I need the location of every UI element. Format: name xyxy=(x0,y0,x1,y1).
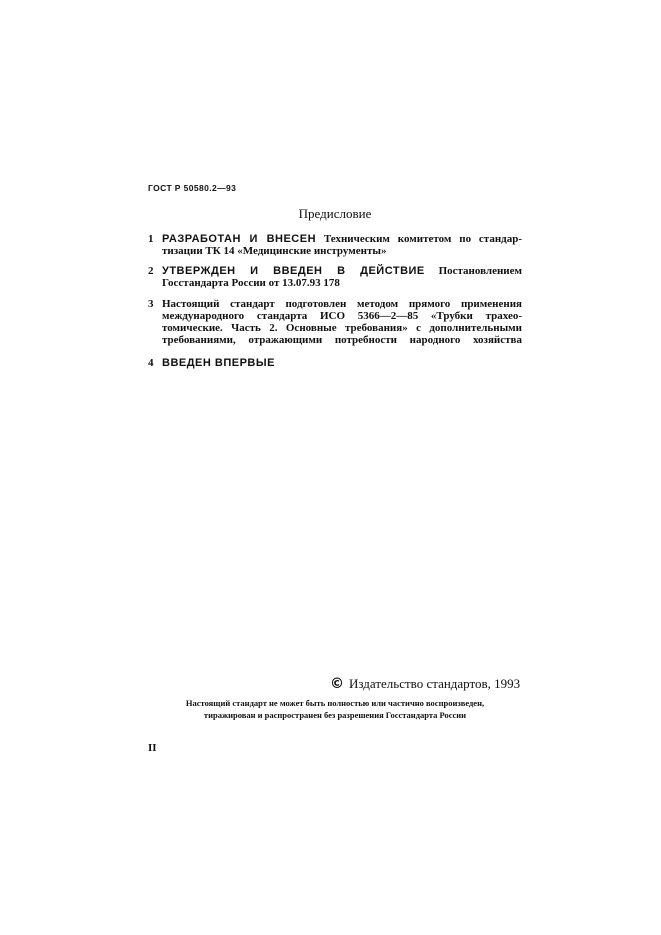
copyright-icon: © xyxy=(330,676,344,692)
copyright-text: Издательство стандартов, 1993 xyxy=(349,676,521,691)
item-number: 3 xyxy=(148,298,154,310)
item-text: Техническим комитетом по стандар- xyxy=(323,233,523,245)
preface-item-4 xyxy=(148,357,522,369)
preface-item-1 xyxy=(148,233,522,257)
item-number: 2 xyxy=(148,265,154,277)
preface-item-3 xyxy=(148,298,522,346)
item-number: 4 xyxy=(148,357,154,369)
item-text: Постановлением xyxy=(438,265,523,277)
item-text: томические. Часть 2. Основные требования» с дополнительными xyxy=(162,322,522,334)
item-text: требованиями, отражающими потребности народного хозяйства xyxy=(162,334,522,346)
copyright-line xyxy=(330,676,520,692)
preface-item-2 xyxy=(148,265,522,289)
page-number: II xyxy=(148,742,157,754)
item-number: 1 xyxy=(148,233,154,245)
item-text: Госстандарта России от 13.07.93 178 xyxy=(162,277,340,289)
item-text: Настоящий стандарт подготовлен методом прямого применения xyxy=(162,298,522,310)
notice-line: Настоящий стандарт не может быть полностью или частично воспроизведен, xyxy=(185,698,485,708)
item-lead: ВВЕДЕН ВПЕРВЫЕ xyxy=(162,357,275,369)
preface-title: Предисловие xyxy=(298,206,372,221)
item-lead: РАЗРАБОТАН И ВНЕСЕН xyxy=(162,233,317,245)
standard-code: ГОСТ Р 50580.2—93 xyxy=(148,183,237,193)
item-lead: УТВЕРЖДЕН И ВВЕДЕН В ДЕЙСТВИЕ xyxy=(162,265,425,277)
notice-line: тиражирован и распространен без разрешения Госстандарта России xyxy=(203,710,467,720)
reproduction-notice xyxy=(148,697,522,721)
item-text: международного стандарта ИСО 5366—2—85 «Трубки трахео- xyxy=(162,310,522,322)
item-text: тизации ТК 14 «Медицинские инструменты» xyxy=(162,245,387,257)
